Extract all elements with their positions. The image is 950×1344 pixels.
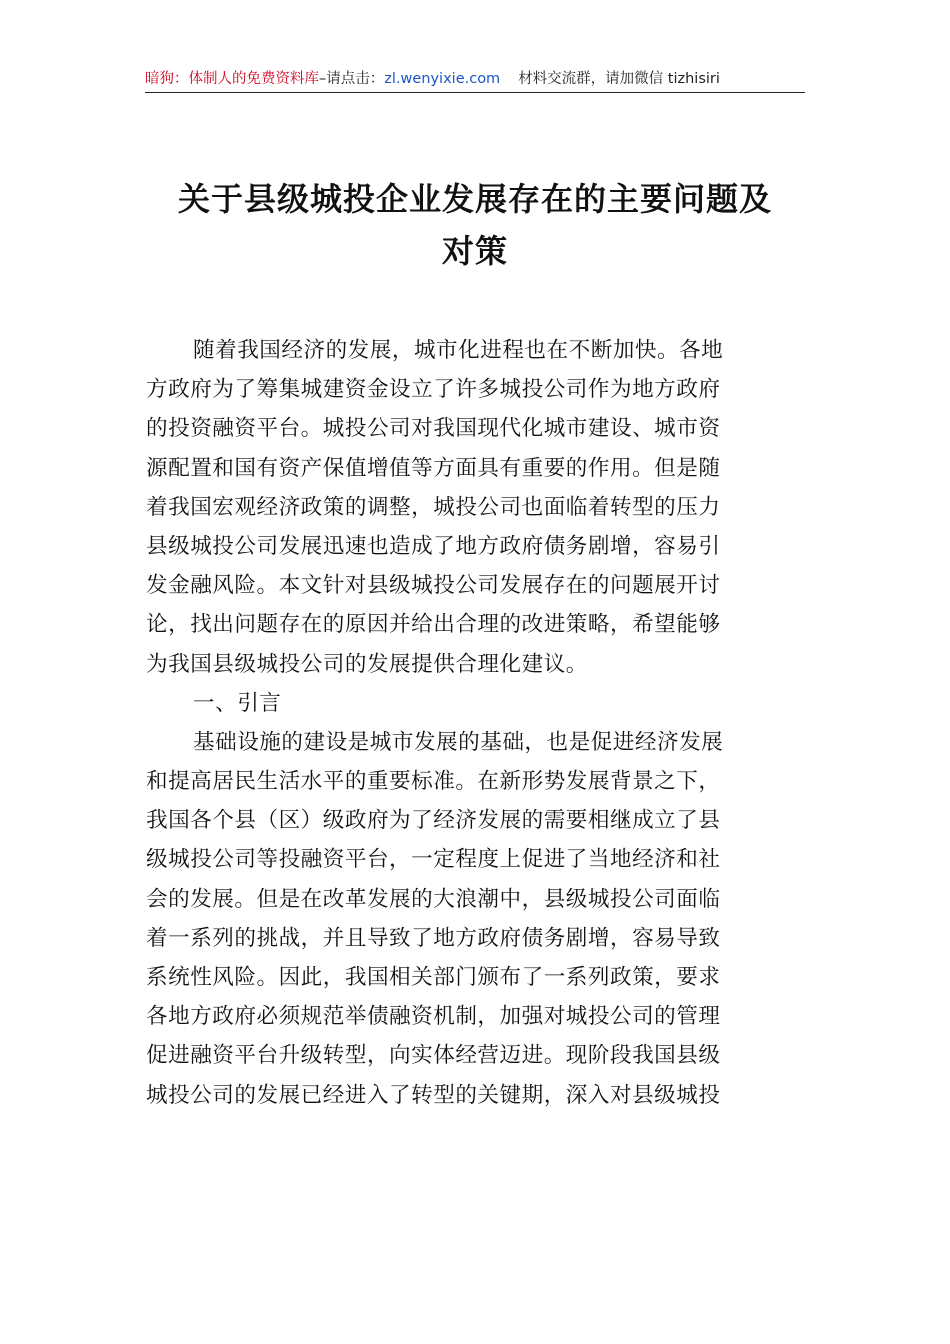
paragraph-line: 和提高居民生活水平的重要标准。在新形势发展背景之下， xyxy=(146,769,721,795)
paragraph-line: 随着我国经济的发展，城市化进程也在不断加快。各地 xyxy=(193,338,724,363)
paragraph-line: 发金融风险。本文针对县级城投公司发展存在的问题展开讨 xyxy=(146,573,721,599)
paragraph-line: 我国各个县（区）级政府为了经济发展的需要相继成立了县 xyxy=(146,808,721,834)
paragraph-line: 会的发展。但是在改革发展的大浪潮中，县级城投公司面临 xyxy=(146,886,721,912)
paragraph-line: 源配置和国有资产保值增值等方面具有重要的作用。但是随 xyxy=(146,455,721,481)
paragraph-line: 着我国宏观经济政策的调整，城投公司也面临着转型的压力 xyxy=(146,494,721,520)
header-url-link[interactable]: zl.wenyixie.com xyxy=(384,71,501,87)
paragraph-line: 系统性风险。因此，我国相关部门颁布了一系列政策，要求 xyxy=(146,965,721,990)
page-header xyxy=(145,66,805,93)
section-heading-introduction: 一、引言 xyxy=(193,690,282,716)
paragraph-line: 论，找出问题存在的原因并给出合理的改进策略，希望能够 xyxy=(146,612,721,638)
paragraph-line: 基础设施的建设是城市发展的基础，也是促进经济发展 xyxy=(193,729,724,755)
document-body xyxy=(146,331,808,1115)
document-title-line-1: 关于县级城投企业发展存在的主要问题及 xyxy=(177,180,772,218)
header-brand: 暗狗：体制人的免费资料库 xyxy=(145,71,319,87)
paragraph-line: 的投资融资平台。城投公司对我国现代化城市建设、城市资 xyxy=(146,416,721,442)
paragraph-line: 各地方政府必须规范举债融资机制，加强对城投公司的管理 xyxy=(146,1004,721,1030)
header-prompt: –请点击： xyxy=(319,71,385,87)
paragraph-line: 级城投公司等投融资平台，一定程度上促进了当地经济和社 xyxy=(146,847,721,873)
header-contact: 材料交流群，请加微信 tizhisiri xyxy=(518,71,720,87)
paragraph-line: 方政府为了筹集城建资金设立了许多城投公司作为地方政府 xyxy=(146,377,721,403)
paragraph-line: 促进融资平台升级转型，向实体经营迈进。现阶段我国县级 xyxy=(146,1043,721,1069)
paragraph-line: 城投公司的发展已经进入了转型的关键期，深入对县级城投 xyxy=(146,1082,721,1108)
paragraph-line: 为我国县级城投公司的发展提供合理化建议。 xyxy=(146,651,588,677)
paragraph-line: 县级城投公司发展迅速也造成了地方政府债务剧增，容易引 xyxy=(146,533,721,559)
paragraph-line: 着一系列的挑战，并且导致了地方政府债务剧增，容易导致 xyxy=(146,925,721,951)
document-title-line-2: 对策 xyxy=(441,232,508,270)
